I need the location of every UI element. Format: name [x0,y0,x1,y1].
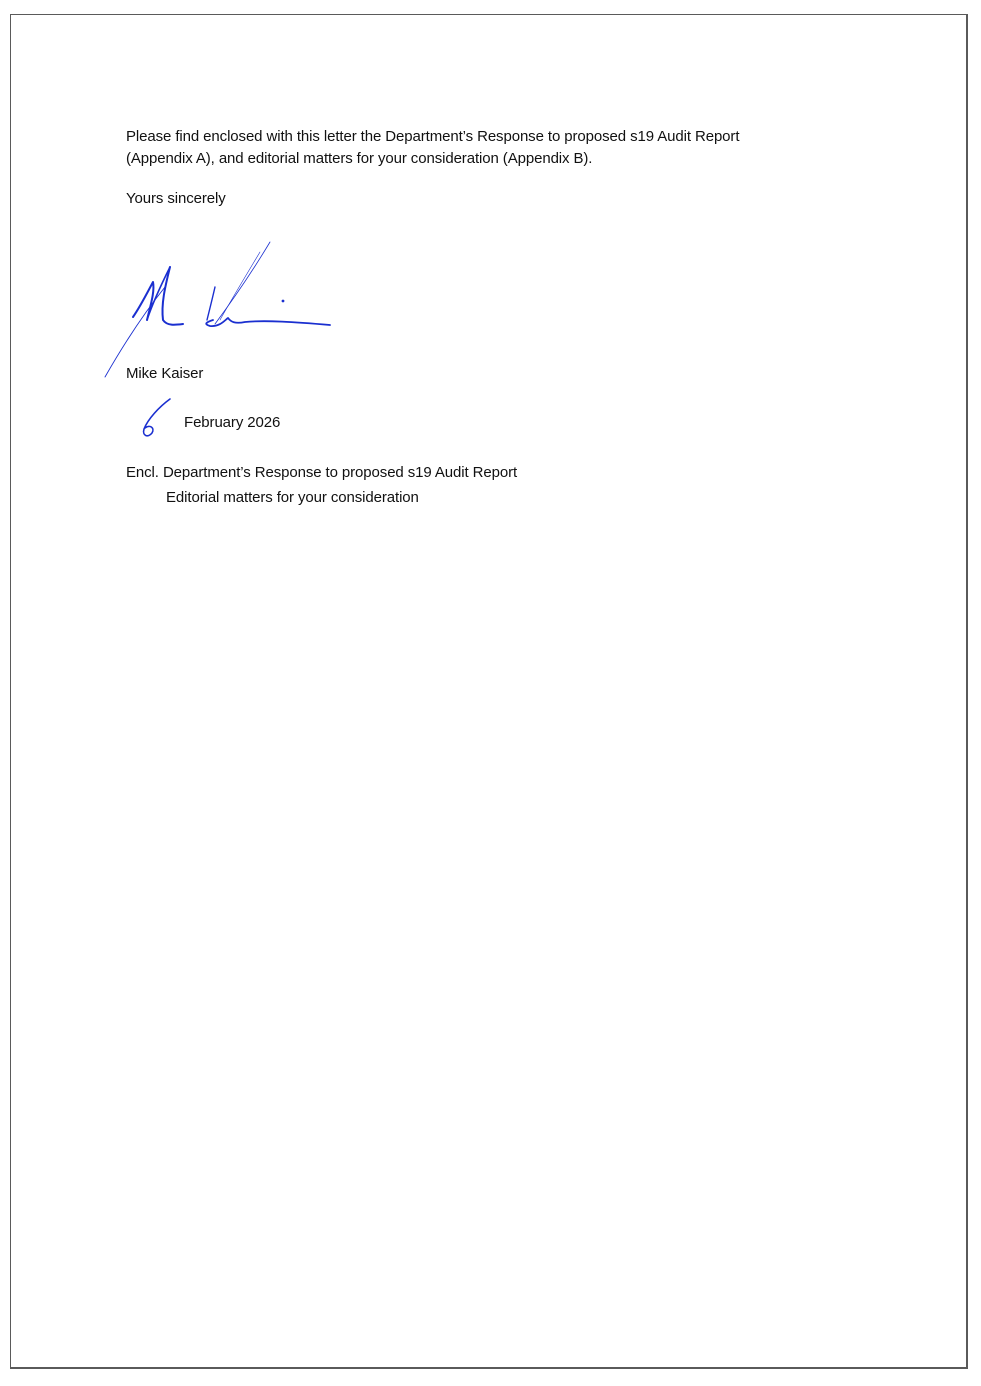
enclosure-1 [126,464,517,481]
enclosure-item-1: Department’s Response to proposed s19 Audit Report [162,464,518,481]
letter-body [126,126,739,170]
enclosures-label: Encl. [126,464,159,481]
document-page [10,14,968,1369]
handwritten-day-icon [134,395,174,440]
enclosure-item-2: Editorial matters for your consideration [166,489,419,506]
closing-salutation: Yours sincerely [126,190,226,207]
letter-body-line-2: (Appendix A), and editorial matters for your consideration (Appendix B). [126,150,593,167]
signatory-name: Mike Kaiser [126,365,204,382]
letter-body-line-1: Please find enclosed with this letter the Department’s Response to proposed s19 Audit Report [126,128,740,145]
date-month-year: February 2026 [184,414,281,431]
signature-icon [95,232,345,382]
